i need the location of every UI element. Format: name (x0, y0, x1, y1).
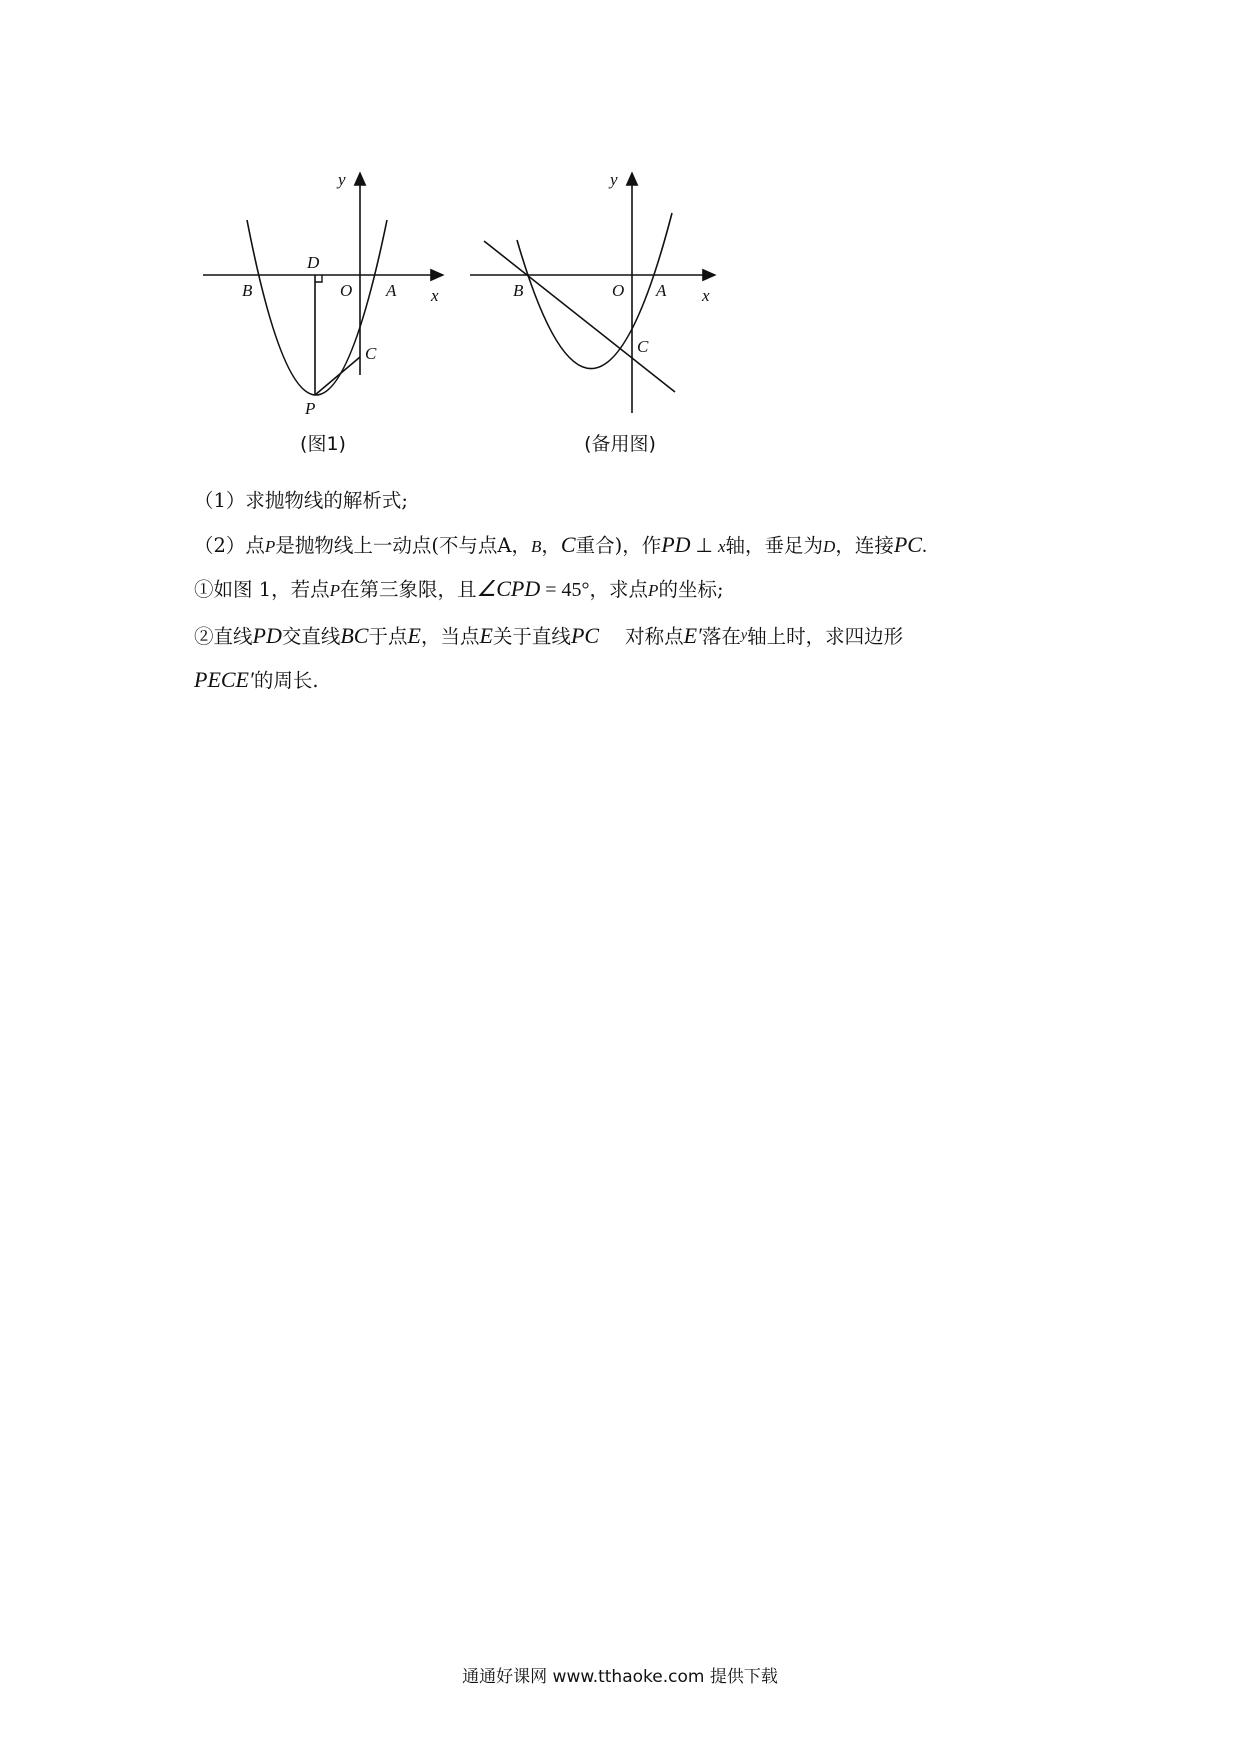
q2-text-2: ， (541, 534, 561, 557)
right-angle-mark (315, 275, 322, 282)
label-p: P (305, 399, 316, 418)
question-2-2 (194, 623, 903, 650)
figure-1 (195, 165, 465, 455)
label-x: x (431, 286, 439, 305)
q2-end: . (921, 535, 927, 557)
label-y: y (610, 170, 618, 189)
label-c: C (637, 337, 649, 356)
q22-text-5: 对称点 (625, 625, 684, 648)
figure-1-caption: (图1) (300, 433, 346, 455)
q21-angle: ∠CPD (476, 576, 541, 601)
question-1 (194, 488, 408, 514)
label-d: D (307, 253, 320, 272)
figure-1-graph (195, 165, 465, 435)
q22-text-3: ，当点 (420, 625, 480, 648)
label-y: y (338, 170, 346, 189)
q21-text-3: 的坐标; (658, 578, 724, 601)
q22-text-6: 落在 (701, 625, 741, 648)
q2-perp: ⊥ (690, 535, 718, 557)
q21-var-p: P (329, 581, 340, 600)
q2-prefix: （2）点 (194, 534, 265, 557)
q22-quad: PECE′ (194, 667, 254, 692)
label-c: C (365, 344, 377, 363)
q22-text-8: 的周长. (253, 669, 319, 692)
segment-pc (315, 357, 360, 395)
q21-var-p2: P (648, 581, 659, 600)
figure-2-caption: (备用图) (584, 433, 656, 455)
q2-var-p: P (264, 537, 276, 556)
label-b: B (513, 281, 524, 300)
parabola (247, 220, 387, 395)
q21-text-1: 在第三象限，且 (340, 578, 477, 601)
label-o: O (612, 281, 625, 300)
line-bc (484, 241, 675, 392)
q22-var-bc: BC (340, 623, 369, 648)
q2-var-c: C (560, 532, 576, 557)
q21-eq: = 45° (540, 579, 590, 601)
label-o: O (340, 281, 353, 300)
question-2 (194, 532, 927, 560)
q2-text-1: 是抛物线上一动点(不与点A， (275, 534, 532, 557)
question-2-1 (194, 576, 724, 604)
footer: 通通好课网 www.tthaoke.com 提供下载 (462, 1667, 778, 1687)
question-2-2-cont (194, 667, 319, 694)
question-1-text: （1）求抛物线的解析式; (194, 489, 408, 512)
q21-prefix: ①如图 1，若点 (194, 578, 330, 601)
parabola (517, 213, 672, 369)
q22-var-y: y (740, 628, 748, 643)
label-a: A (386, 281, 397, 300)
label-x: x (702, 286, 710, 305)
label-b: B (242, 281, 253, 300)
q2-var-b: B (531, 537, 542, 556)
q22-var-pc: PC (570, 623, 600, 648)
q2-var-pc: PC (893, 532, 922, 557)
figure-2 (460, 165, 730, 455)
q2-text-3: 重合)，作 (575, 534, 662, 557)
q22-text-2: 于点 (368, 625, 408, 648)
q2-var-pd: PD (661, 532, 691, 557)
label-a: A (656, 281, 667, 300)
q2-var-d: D (823, 537, 836, 556)
q22-var-e: E (407, 623, 421, 648)
q2-var-x: x (717, 537, 726, 556)
q22-var-pd: PD (252, 623, 282, 648)
figure-2-graph (460, 165, 730, 435)
q22-text-1: 交直线 (281, 625, 341, 648)
q22-text-7: 轴上时，求四边形 (747, 625, 904, 648)
q21-text-2: ，求点 (589, 578, 649, 601)
q22-text-4: 关于直线 (492, 625, 571, 648)
q22-var-ep: E′ (683, 623, 702, 648)
q2-text-4: 轴，垂足为 (725, 534, 824, 557)
q22-prefix: ②直线 (194, 625, 253, 648)
q22-var-e2: E (479, 623, 493, 648)
q2-text-5: ，连接 (835, 534, 894, 557)
